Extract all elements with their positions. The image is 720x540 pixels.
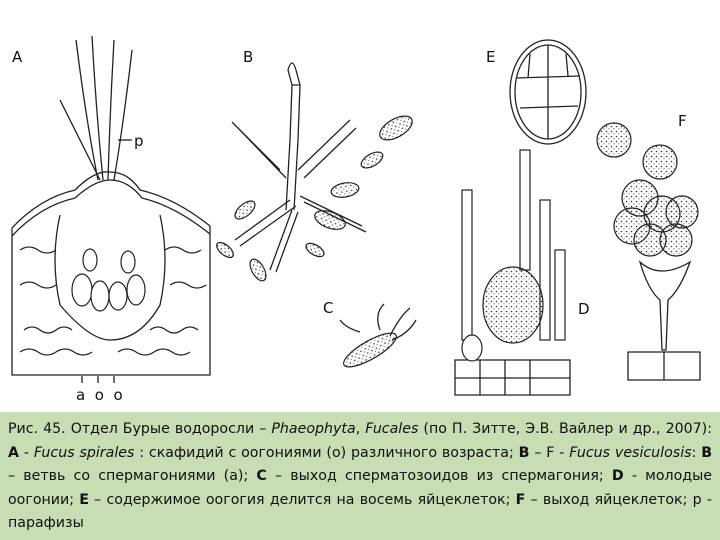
- panel-c-spermatozoids-drawing: [340, 304, 416, 373]
- caption-text-a2: : скафидий с оогониями (о) различного возраста;: [134, 444, 519, 461]
- label-p: p: [134, 132, 144, 150]
- caption-text-f: – выход яйцеклеток; р - парафизы: [8, 491, 712, 531]
- caption-prefix: Рис. 45. Отдел Бурые водоросли –: [8, 421, 272, 437]
- caption-label-e: Е: [79, 491, 89, 508]
- caption-sep: ,: [355, 421, 366, 437]
- caption-label-c: С: [256, 468, 267, 484]
- label-d: D: [578, 300, 590, 318]
- caption-text-b3: – ветвь со спермагониями (а);: [8, 468, 257, 484]
- caption-text-a1: -: [18, 444, 34, 461]
- figure-caption: [0, 412, 720, 540]
- caption-species-b: Fucus vesiculosis: [569, 444, 692, 461]
- caption-taxon-division: Phaeophyta: [271, 421, 356, 437]
- caption-species-a: Fucus spirales: [33, 444, 135, 461]
- caption-text-b2: :: [691, 444, 702, 461]
- panel-d-oogonia-drawing: [455, 150, 570, 395]
- caption-label-b2: В: [701, 444, 713, 461]
- caption-taxon-order: Fucales: [365, 421, 419, 437]
- caption-refs: (по П. Зитте, Э.В. Вайлер и др., 2007):: [418, 421, 712, 437]
- caption-text-d: - молодые оогонии;: [8, 468, 712, 508]
- panel-f-egg-release-drawing: [597, 123, 700, 380]
- label-a-o-o: a o o: [76, 386, 123, 404]
- caption-text-e: – содержимое оогогия делится на восемь яйцеклеток;: [88, 491, 516, 508]
- caption-label-d: D: [611, 468, 624, 484]
- label-e: E: [486, 48, 496, 66]
- caption-label-b: В: [518, 444, 530, 461]
- panel-b-branch-drawing: [214, 63, 416, 283]
- caption-label-f: F: [515, 491, 526, 508]
- caption-text-b1: – F -: [529, 444, 570, 461]
- caption-text-c: – выход сперматозоидов из спермагония;: [266, 468, 612, 484]
- label-b: B: [243, 48, 254, 66]
- label-a: A: [12, 48, 23, 66]
- panel-a-scaphidium-drawing: [12, 36, 210, 383]
- label-c: C: [323, 299, 334, 317]
- panel-e-oogonium-drawing: [510, 40, 586, 144]
- label-f: F: [678, 112, 687, 130]
- caption-label-a: А: [8, 444, 19, 461]
